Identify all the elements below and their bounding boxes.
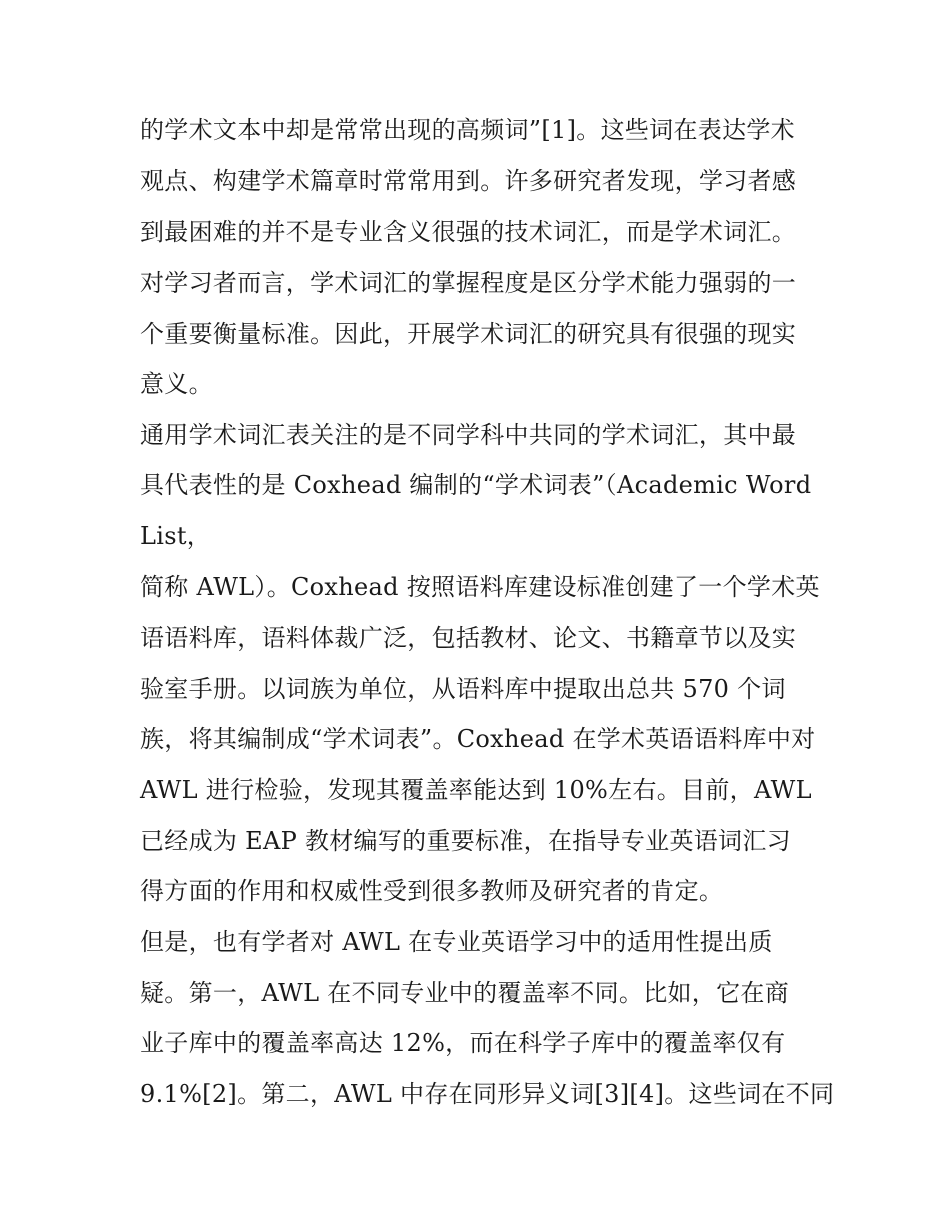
text-line: 9.1%[2]。第二，AWL 中存在同形异义词[3][4]。这些词在不同	[140, 1080, 835, 1108]
text-line: 到最困难的并不是专业含义很强的技术词汇，而是学术词汇。	[140, 218, 797, 246]
text-line: 观点、构建学术篇章时常常用到。许多研究者发现，学习者感	[140, 167, 797, 195]
text-line: 简称 AWL）。Coxhead 按照语料库建设标准创建了一个学术英	[140, 573, 820, 601]
text-line: 语语料库，语料体裁广泛，包括教材、论文、书籍章节以及实	[140, 624, 797, 652]
text-line: AWL 进行检验，发现其覆盖率能达到 10%左右。目前，AWL	[140, 776, 812, 804]
text-line: List，	[140, 522, 212, 550]
text-line: 个重要衡量标准。因此，开展学术词汇的研究具有很强的现实	[140, 320, 797, 348]
text-line: 验室手册。以词族为单位，从语料库中提取出总共 570 个词	[140, 675, 786, 703]
text-line: 意义。	[140, 370, 213, 398]
text-line: 得方面的作用和权威性受到很多教师及研究者的肯定。	[140, 877, 724, 905]
text-line: 通用学术词汇表关注的是不同学科中共同的学术词汇，其中最	[140, 421, 797, 449]
text-line: 对学习者而言，学术词汇的掌握程度是区分学术能力强弱的一	[140, 269, 797, 297]
text-line: 但是，也有学者对 AWL 在专业英语学习中的适用性提出质	[140, 928, 773, 956]
text-line: 族，将其编制成“学术词表”。Coxhead 在学术英语语料库中对	[140, 725, 816, 753]
text-line: 疑。第一，AWL 在不同专业中的覆盖率不同。比如，它在商	[140, 979, 789, 1007]
text-line: 已经成为 EAP 教材编写的重要标准，在指导专业英语词汇习	[140, 827, 791, 855]
text-line: 业子库中的覆盖率高达 12%，而在科学子库中的覆盖率仅有	[140, 1029, 786, 1057]
text-line: 的学术文本中却是常常出现的高频词”[1]。这些词在表达学术	[140, 116, 795, 144]
text-line: 具代表性的是 Coxhead 编制的“学术词表”（Academic Word	[140, 471, 812, 499]
